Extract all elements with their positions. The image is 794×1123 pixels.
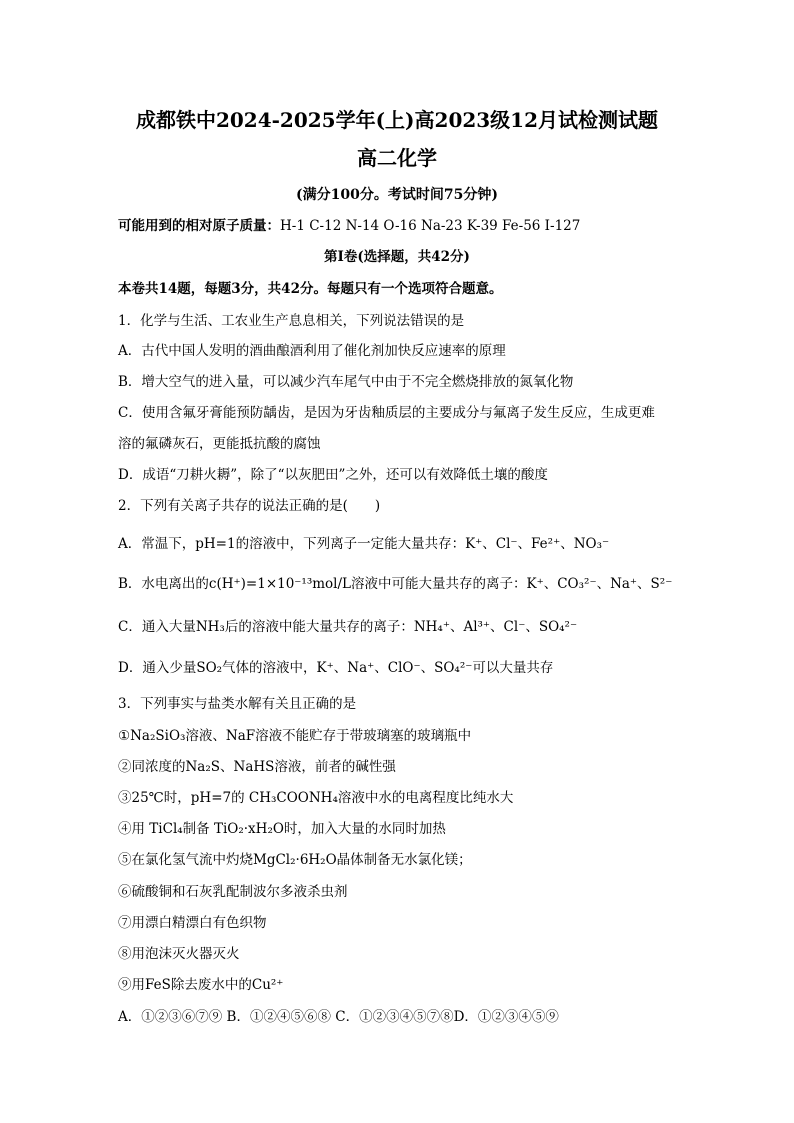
q2-option-d: D．通入少量SO₂气体的溶液中，K⁺、Na⁺、ClO⁻、SO₄²⁻可以大量共存	[118, 660, 554, 676]
q3-item: ⑨用FeS除去废水中的Cu²⁺	[118, 977, 284, 993]
q3-stem: 3．下列事实与盐类水解有关且正确的是	[118, 696, 357, 712]
q3-item: ⑦用漂白精漂白有色织物	[118, 915, 267, 931]
q1-option-c: C．使用含氟牙膏能预防龋齿，是因为牙齿釉质层的主要成分与氟离子发生反应，生成更难	[118, 405, 655, 421]
q3-item: ④用 TiCl₄制备 TiO₂·xH₂O时，加入大量的水同时加热	[118, 821, 446, 837]
score-time-note: (满分100分。考试时间75分钟)	[296, 187, 498, 203]
q2-option-b: B．水电离出的c(H⁺)=1×10⁻¹³mol/L溶液中可能大量共存的离子：K⁺、CO₃²⁻、Na⁺、S²⁻	[118, 576, 673, 592]
q2-stem: 2．下列有关离子共存的说法正确的是( )	[118, 498, 381, 514]
q2-option-c: C．通入大量NH₃后的溶液中能大量共存的离子：NH₄⁺、Al³⁺、Cl⁻、SO₄²⁻	[118, 619, 578, 635]
q2-option-a: A．常温下，pH=1的溶液中，下列离子一定能大量共存：K⁺、Cl⁻、Fe²⁺、NO₃⁻	[118, 536, 610, 552]
section-title: 第I卷(选择题，共42分)	[324, 249, 470, 265]
instructions: 本卷共14题，每题3分，共42分。每题只有一个选项符合题意。	[118, 281, 503, 297]
atomic-masses-text: H-1 C-12 N-14 O-16 Na-23 K-39 Fe-56 I-127	[280, 218, 581, 234]
q1-option-a: A．古代中国人发明的酒曲酿酒利用了催化剂加快反应速率的原理	[118, 343, 506, 359]
q3-item: ②同浓度的Na₂S、NaHS溶液，前者的碱性强	[118, 759, 396, 775]
q3-item: ⑥硫酸铜和石灰乳配制波尔多液杀虫剂	[118, 884, 348, 900]
q3-item: ①Na₂SiO₃溶液、NaF溶液不能贮存于带玻璃塞的玻璃瓶中	[118, 728, 472, 744]
q1-option-c-cont: 溶的氟磷灰石，更能抵抗酸的腐蚀	[118, 436, 321, 452]
q1-option-d: D．成语“刀耕火耨”，除了“以灰肥田”之外，还可以有效降低土壤的酸度	[118, 467, 548, 483]
q3-item: ③25℃时，pH=7的 CH₃COONH₄溶液中水的电离程度比纯水大	[118, 790, 514, 806]
atomic-masses: 可能用到的相对原子质量：H-1 C-12 N-14 O-16 Na-23 K-39 Fe-56 I-127	[118, 218, 581, 234]
q3-options: A．①②③⑥⑦⑨ B．①②④⑤⑥⑧ C．①②③④⑤⑦⑧D．①②③④⑤⑨	[118, 1009, 559, 1025]
q1-option-b: B．增大空气的进入量，可以减少汽车尾气中由于不完全燃烧排放的氮氧化物	[118, 374, 574, 390]
exam-title: 成都铁中2024-2025学年(上)高2023级12月试检测试题	[135, 108, 659, 132]
q3-item: ⑧用泡沫灭火器灭火	[118, 946, 240, 962]
q1-stem: 1．化学与生活、工农业生产息息相关，下列说法错误的是	[118, 313, 465, 329]
subject-title: 高二化学	[357, 146, 437, 170]
q3-item: ⑤在氯化氢气流中灼烧MgCl₂·6H₂O晶体制备无水氯化镁；	[118, 852, 472, 868]
